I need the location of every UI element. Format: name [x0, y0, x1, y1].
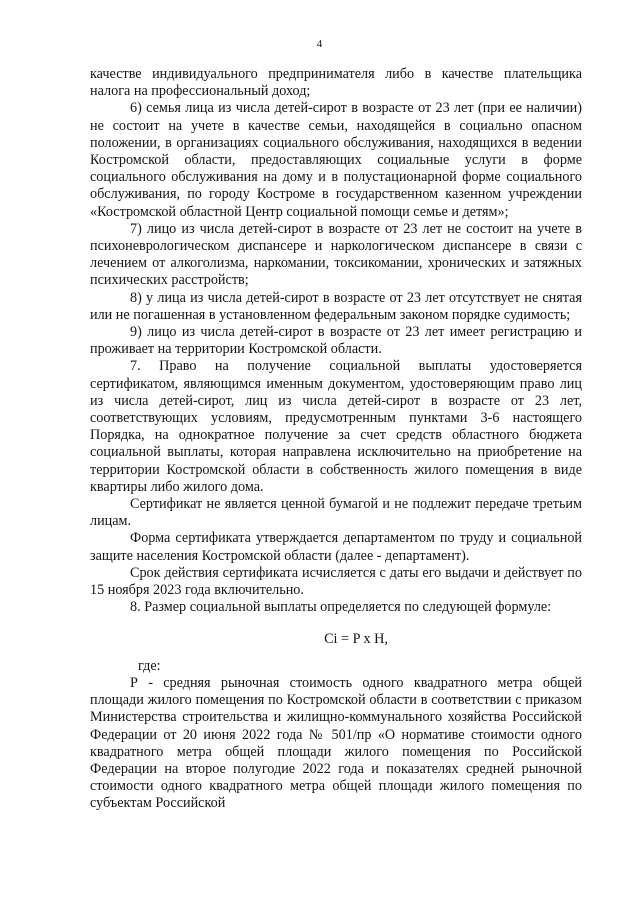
- formula: Ci = P x H,: [324, 630, 388, 647]
- where-label: где:: [138, 657, 161, 674]
- paragraph-condition-9: 9) лицо из числа детей-сирот в возрасте от 23 лет имеет регистрацию и проживает на территории Костромской области.: [90, 324, 582, 358]
- paragraph-certificate-form: Форма сертификата утверждается департаментом по труду и социальной защите населения Костромской области (далее - департамент).: [90, 530, 582, 564]
- paragraph-condition-6: 6) семья лица из числа детей-сирот в возрасте от 23 лет (при ее наличии) не состоит на учете в качестве семьи, находящейся в социально опасном положении, в организациях социального обслуживания, находящихся в ведении Костромской области, предоставляющих социальные услуги в форме социального обслуживания на дому и в полустационарной форме социального обслуживания, по городу Костроме в государственном казенном учреждении «Костромской областной Центр социальной помощи семье и детям»;: [90, 100, 582, 220]
- document-body: [90, 66, 582, 813]
- paragraph-certificate-not-security: Сертификат не является ценной бумагой и не подлежит передаче третьим лицам.: [90, 496, 582, 530]
- paragraph-definition-p: Р - средняя рыночная стоимость одного квадратного метра общей площади жилого помещения по Костромской области в соответствии с приказом Министерства строительства и жилищно-коммунального хозяйства Российской Федерации от 20 июня 2022 года № 501/пр «О нормативе стоимости одного квадратного метра общей площади жилого помещения по Российской Федерации на второе полугодие 2022 года и показателях средней рыночной стоимости одного квадратного метра общей площади жилого помещения по субъектам Российской: [90, 674, 582, 812]
- paragraph-certificate-validity: Срок действия сертификата исчисляется с даты его выдачи и действует по 15 ноября 2023 года включительно.: [90, 564, 582, 599]
- paragraph-continuation: качестве индивидуального предпринимателя либо в качестве плательщика налога на профессиональный доход;: [90, 66, 582, 100]
- paragraph-condition-7: 7) лицо из числа детей-сирот в возрасте от 23 лет не состоит на учете в психоневрологическом диспансере и наркологическом диспансере в связи с лечением от алкоголизма, наркомании, токсикомании, хронических и затяжных психических расстройств;: [90, 220, 582, 289]
- page-number: 4: [316, 38, 323, 50]
- paragraph-condition-8: 8) у лица из числа детей-сирот в возрасте от 23 лет отсутствует не снятая или не погашенная в установленном федеральным законом порядке судимость;: [90, 289, 582, 323]
- paragraph-clause-8: 8. Размер социальной выплаты определяется по следующей формуле:: [130, 599, 552, 616]
- paragraph-clause-7: 7. Право на получение социальной выплаты удостоверяется сертификатом, являющимся именным документом, удостоверяющим право лиц из числа детей-сирот, лиц из числа детей-сирот в возрасте от 23 лет, соответствующих условиям, предусмотренным пунктами 3-6 настоящего Порядка, на однократное получение за счет средств областного бюджета социальной выплаты, которая направлена исключительно на приобретение на территории Костромской области в собственность жилого помещения в виде квартиры либо жилого дома.: [90, 358, 582, 495]
